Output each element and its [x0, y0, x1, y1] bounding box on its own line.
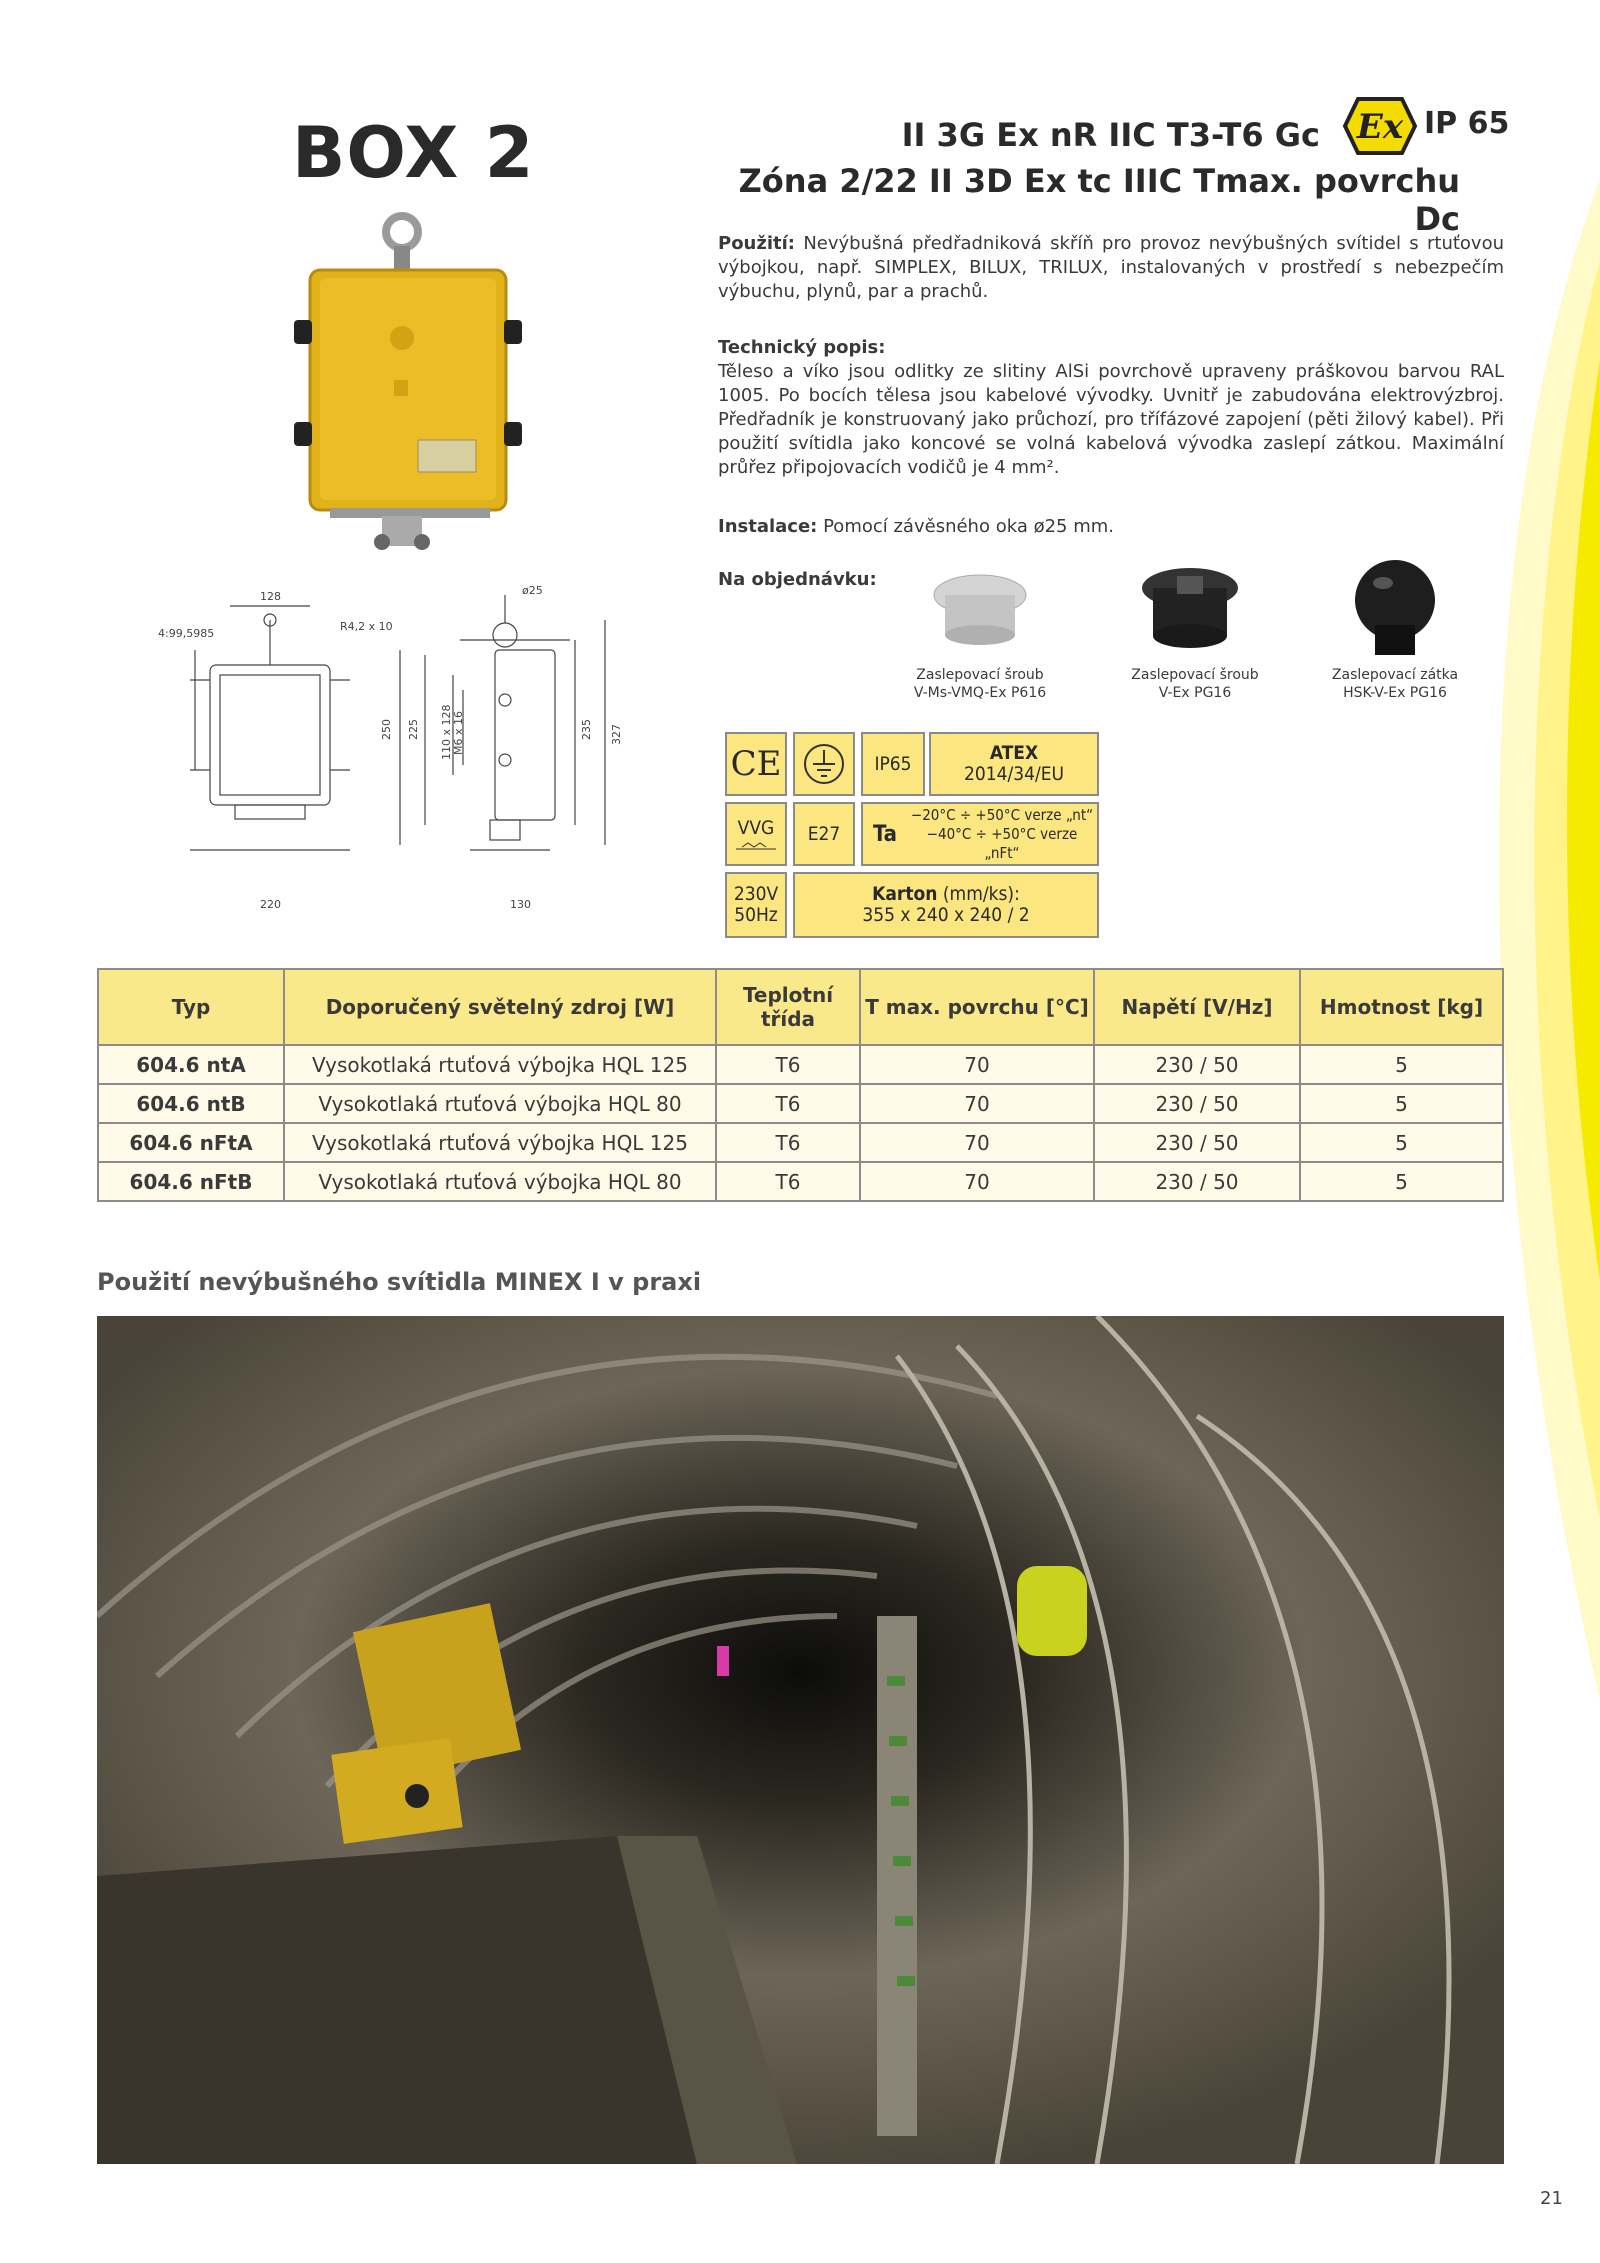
- ground-icon: [793, 732, 855, 796]
- temp-range-nft: −40°C ÷ +50°C verze „nFt“: [926, 824, 1078, 862]
- dim-220: 220: [260, 898, 281, 911]
- section-title: Použití nevýbušného svítidla MINEX I v praxi: [97, 1268, 702, 1296]
- dim-110x128: 110 x 128: [440, 704, 453, 760]
- e27-badge: E27: [793, 802, 855, 866]
- usage-label: Použití:: [718, 233, 795, 254]
- install-paragraph: [718, 515, 1504, 539]
- col-light-source: Doporučený světelný zdroj [W]: [284, 969, 716, 1045]
- col-weight: Hmotnost [kg]: [1300, 969, 1503, 1045]
- voltage-badge: 230V 50Hz: [725, 872, 787, 938]
- dim-eye: ø25: [522, 584, 543, 597]
- ce-mark-badge: CE: [725, 732, 787, 796]
- ex-marking-dust: Zóna 2/22 II 3D Ex tc IIIC Tmax. povrchu Dc: [738, 162, 1460, 238]
- col-voltage: Napětí [V/Hz]: [1094, 969, 1300, 1045]
- order-label: Na objednávku:: [718, 569, 877, 590]
- technical-drawing: [150, 580, 660, 920]
- install-label: Instalace:: [718, 516, 818, 537]
- product-photo: [290, 210, 530, 555]
- technical-text: Těleso a víko jsou odlitky ze slitiny AlSi povrchově upraveny práškovou barvou RAL 1005. Po bocích tělesa jsou kabelové vývodky. Uvnitř je zabudována elektrovýzbroj. Předřadník je konstruovaný jako průchozí, pro třífázové zapojení (pěti žilový kabel). Při použití svítidla jako koncové se volná kabelová vývodka zaslepí zátkou. Maximální průřez připojovacích vodičů je 4 mm².: [718, 361, 1504, 478]
- ambient-temperature-badge: Ta −20°C ÷ +50°C verze „nt“ −40°C ÷ +50°C verze „nFt“: [861, 802, 1099, 866]
- accessory-image-cap-pg16: [1345, 555, 1445, 660]
- atex-badge: ATEX 2014/34/EU: [929, 732, 1099, 796]
- col-temp-class: Teplotní třída: [716, 969, 860, 1045]
- col-type: Typ: [98, 969, 284, 1045]
- carton-badge: Karton (mm/ks): 355 x 240 x 240 / 2: [793, 872, 1099, 938]
- page-number: 21: [1540, 2188, 1563, 2209]
- ex-hexagon-logo: [1342, 96, 1418, 156]
- ip-rating: IP 65: [1424, 106, 1510, 141]
- dim-radius: R4,2 x 10: [340, 620, 393, 633]
- table-row: 604.6 ntB Vysokotlaká rtuťová výbojka HQL 80 T6 70 230 / 50 5: [98, 1084, 1503, 1123]
- temp-range-nt: −20°C ÷ +50°C verze „nt“: [910, 805, 1094, 824]
- accessory-3: Zaslepovací zátka HSK-V-Ex PG16: [1331, 667, 1459, 701]
- dim-130: 130: [510, 898, 531, 911]
- dim-250: 250: [380, 719, 393, 740]
- product-table: [97, 968, 1504, 1202]
- accessory-2: Zaslepovací šroub V-Ex PG16: [1131, 667, 1259, 701]
- table-row: 604.6 nFtA Vysokotlaká rtuťová výbojka HQL 125 T6 70 230 / 50 5: [98, 1123, 1503, 1162]
- mine-tunnel-photo: [97, 1316, 1504, 2164]
- technical-paragraph: [718, 336, 1504, 480]
- accessory-image-plug-pg16: [1135, 560, 1245, 660]
- usage-text: Nevýbušná předřadniková skříň pro provoz nevýbušných svítidel s rtuťovou výbojkou, např. SIMPLEX, BILUX, TRILUX, instalovaných v prostředí s nebezpečím výbuchu, plynů, par a prachů.: [718, 233, 1504, 302]
- accessory-image-plug-p616: [925, 565, 1035, 655]
- dim-hole: 4:99,5985: [158, 627, 215, 640]
- col-max-surface-temp: T max. povrchu [°C]: [860, 969, 1094, 1045]
- dim-235: 235: [580, 719, 593, 740]
- table-row: 604.6 nFtB Vysokotlaká rtuťová výbojka HQL 80 T6 70 230 / 50 5: [98, 1162, 1503, 1201]
- table-row: 604.6 ntA Vysokotlaká rtuťová výbojka HQL 125 T6 70 230 / 50 5: [98, 1045, 1503, 1084]
- dim-m6x16: M6 x 16: [452, 711, 465, 755]
- accessory-1: Zaslepovací šroub V-Ms-VMQ-Ex P616: [913, 667, 1047, 701]
- install-text: Pomocí závěsného oka ø25 mm.: [817, 516, 1114, 537]
- dim-327: 327: [610, 724, 623, 745]
- ex-logo-text: Ex: [1356, 107, 1404, 147]
- usage-paragraph: [718, 232, 1504, 304]
- table-header-row: [98, 969, 1503, 1045]
- page-title: BOX 2: [292, 112, 535, 194]
- ip65-badge: IP65: [861, 732, 925, 796]
- dim-225: 225: [407, 719, 420, 740]
- technical-label: Technický popis:: [718, 337, 886, 358]
- dim-128: 128: [260, 590, 281, 603]
- ex-marking-gas: II 3G Ex nR IIC T3-T6 Gc: [901, 116, 1320, 154]
- vvg-badge: VVG: [725, 802, 787, 866]
